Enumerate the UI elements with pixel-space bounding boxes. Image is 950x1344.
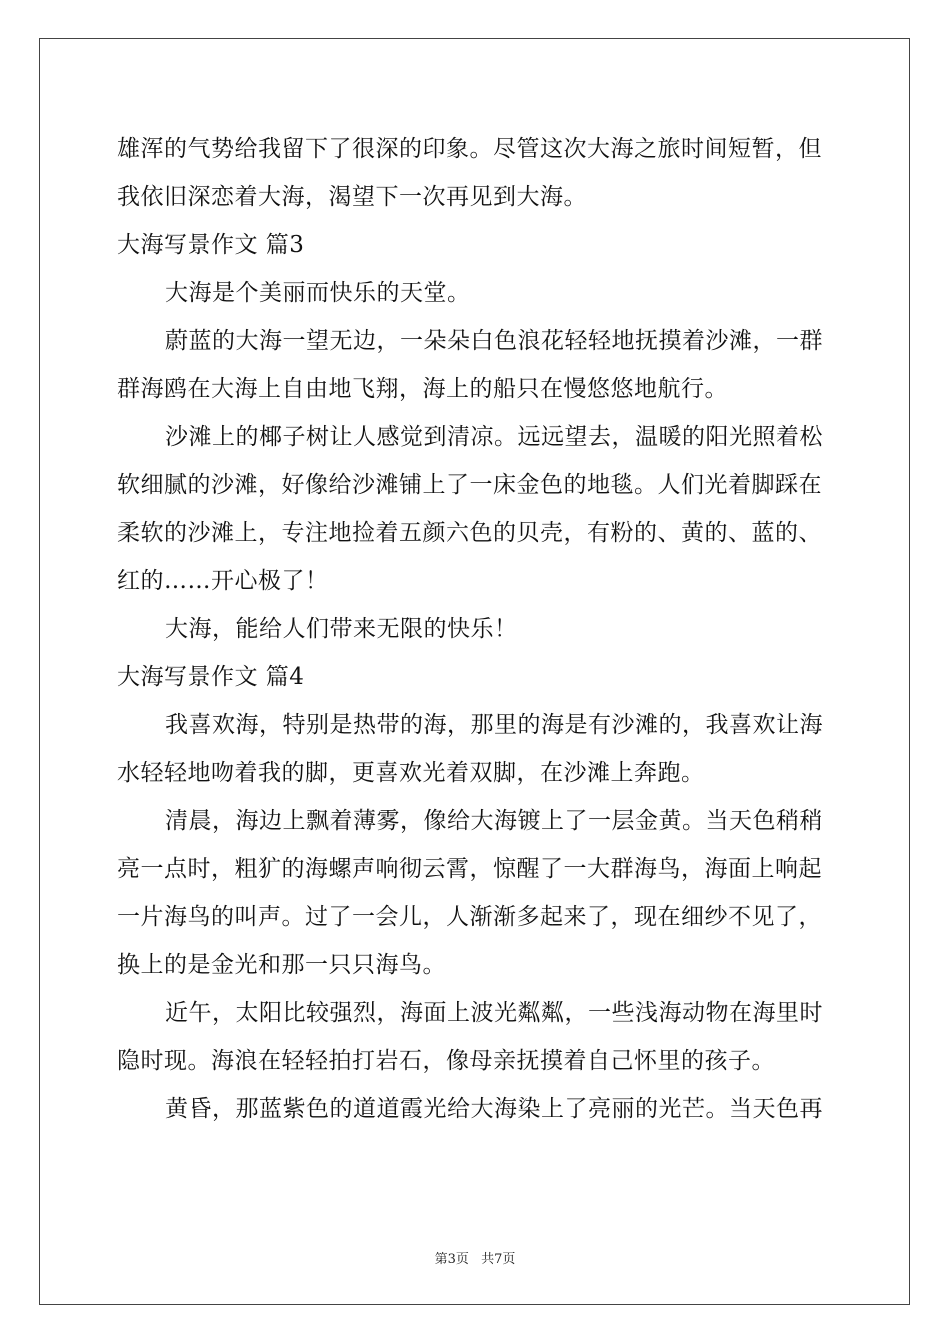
- paragraph: 雄浑的气势给我留下了很深的印象。尽管这次大海之旅时间短暂，但我依旧深恋着大海，渴望下一次再见到大海。: [117, 136, 822, 210]
- page-number: 第3页: [434, 1252, 469, 1267]
- paragraph: 近午，太阳比较强烈，海面上波光粼粼，一些浅海动物在海里时隐时现。海浪在轻轻拍打岩石，像母亲抚摸着自己怀里的孩子。: [117, 1000, 823, 1074]
- paragraph: 我喜欢海，特别是热带的海，那里的海是有沙滩的，我喜欢让海水轻轻地吻着我的脚，更喜欢光着双脚，在沙滩上奔跑。: [117, 712, 823, 786]
- section-heading: 大海写景作文 篇4: [117, 664, 305, 690]
- paragraph: 大海是个美丽而快乐的天堂。: [165, 280, 471, 306]
- paragraph: 黄昏，那蓝紫色的道道霞光给大海染上了亮丽的光芒。当天色再: [165, 1096, 823, 1122]
- paragraph: 蔚蓝的大海一望无边，一朵朵白色浪花轻轻地抚摸着沙滩，一群群海鸥在大海上自由地飞翔，海上的船只在慢悠悠地航行。: [117, 328, 823, 402]
- page-total: 共7页: [481, 1252, 516, 1267]
- section-heading: 大海写景作文 篇3: [117, 232, 305, 258]
- paragraph: 大海，能给人们带来无限的快乐！: [165, 616, 518, 642]
- page-footer: [0, 1248, 950, 1267]
- paragraph: 沙滩上的椰子树让人感觉到清凉。远远望去，温暖的阳光照着松软细腻的沙滩，好像给沙滩铺上了一床金色的地毯。人们光着脚踩在柔软的沙滩上，专注地捡着五颜六色的贝壳，有粉的、黄的、蓝的、红的……开心极了！: [117, 424, 823, 594]
- document-body: [117, 125, 837, 1133]
- paragraph: 清晨，海边上飘着薄雾，像给大海镀上了一层金黄。当天色稍稍亮一点时，粗犷的海螺声响彻云霄，惊醒了一大群海鸟，海面上响起一片海鸟的叫声。过了一会儿，人渐渐多起来了，现在细纱不见了，换上的是金光和那一只只海鸟。: [117, 808, 823, 978]
